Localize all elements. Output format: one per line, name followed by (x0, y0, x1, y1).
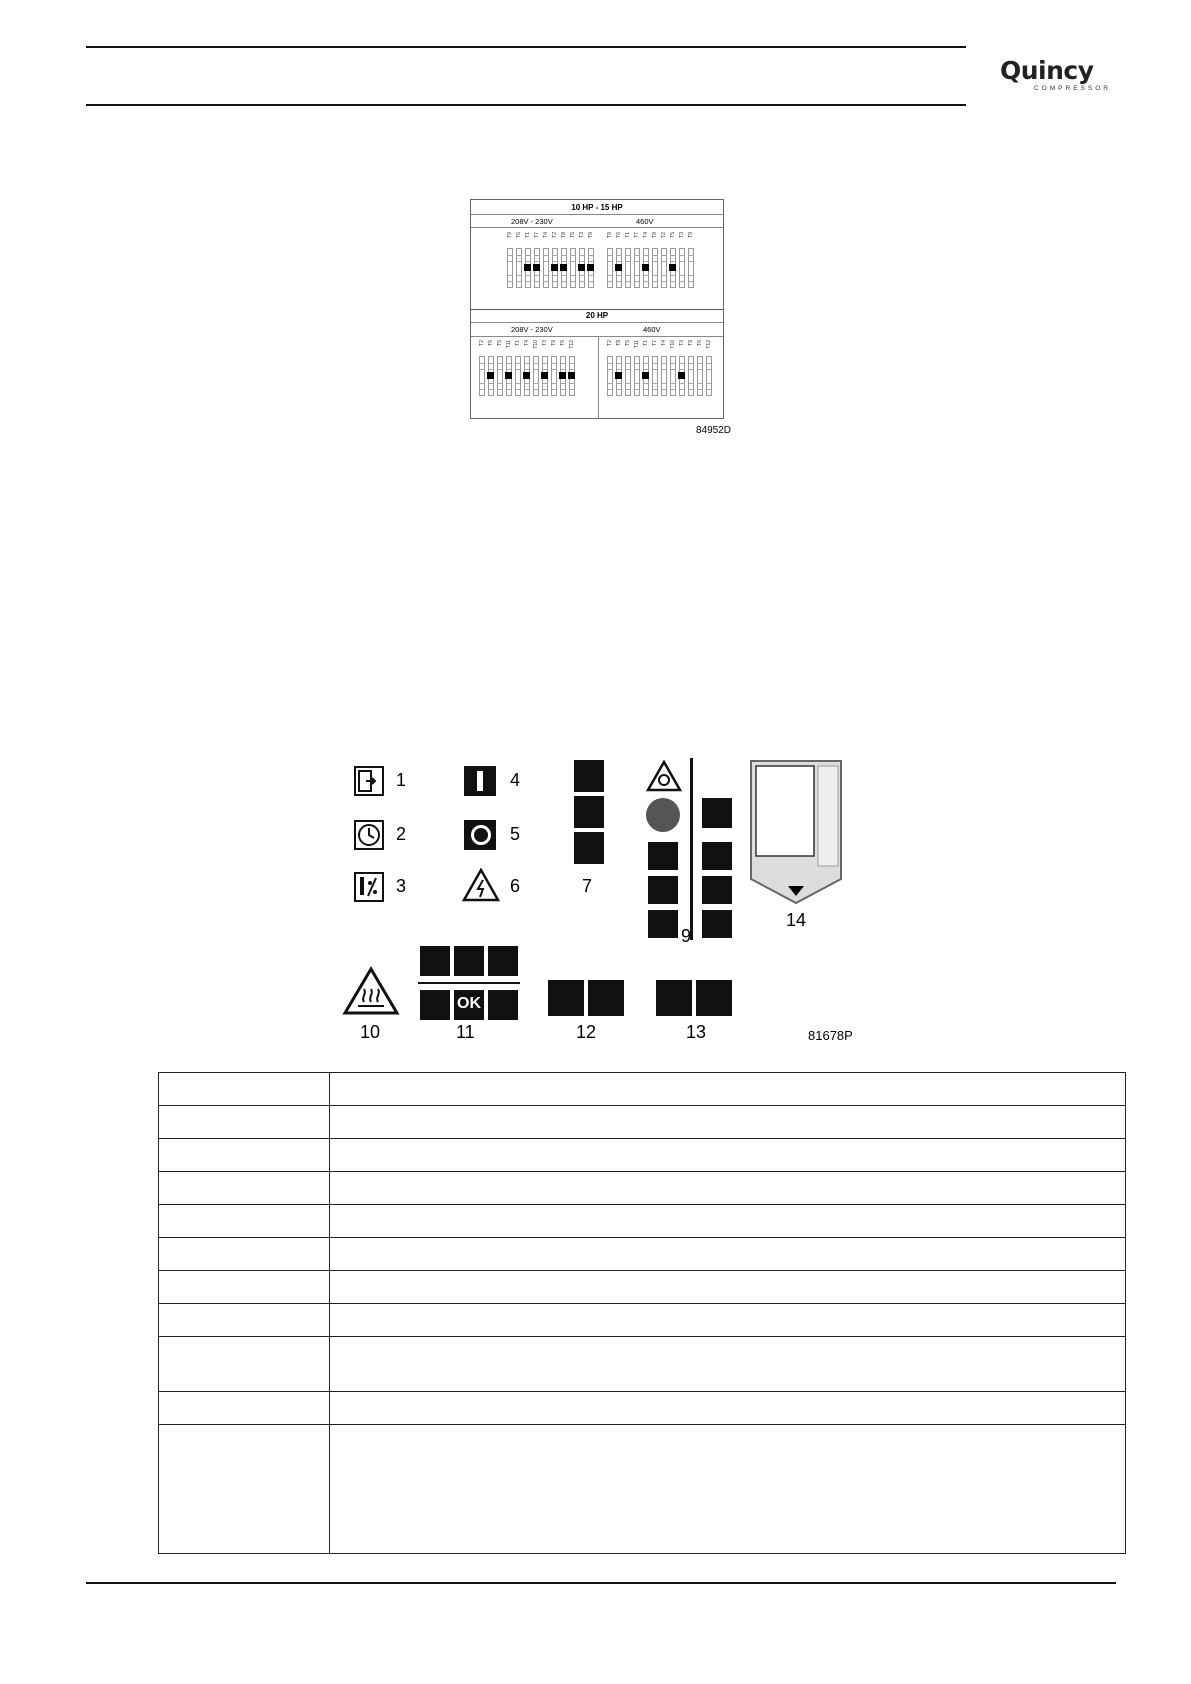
terminal-label: T5 (625, 340, 631, 346)
cabinet-icon (702, 876, 732, 904)
voltage-high-top: 460V (636, 217, 654, 226)
jumper-link (551, 264, 558, 271)
oil-fill-icon (574, 760, 604, 792)
symbol-number-2: 2 (396, 824, 407, 844)
jumper-link (642, 372, 649, 379)
terminal-block (516, 248, 522, 288)
terminal-label: T9 (607, 232, 613, 238)
terminal-block (670, 356, 676, 396)
terminal-block (661, 356, 667, 396)
hot-surface-icon (342, 966, 400, 1016)
terminal-label: T6 (516, 232, 522, 238)
terminal-label: T9 (507, 232, 513, 238)
auto-drain-icon (656, 980, 692, 1016)
terminal-label: T1 (643, 340, 649, 346)
container-icon (488, 990, 518, 1020)
jumper-link (560, 264, 567, 271)
terminal-label: T6 (560, 340, 566, 346)
terminal-label: T3 (579, 232, 585, 238)
table-row (159, 1073, 1126, 1106)
maintenance-hand-icon (702, 798, 732, 828)
power-on-icon (464, 766, 496, 796)
terminal-block (679, 248, 685, 288)
terminal-label: T4 (661, 340, 667, 346)
footer-rule (86, 1582, 1116, 1584)
lightning-icon (648, 842, 678, 870)
symbol-number-1: 1 (396, 770, 407, 790)
table-row (159, 1337, 1126, 1392)
voltage-low-bottom: 208V - 230V (511, 325, 553, 334)
table-row (159, 1106, 1126, 1139)
jumper-link (615, 372, 622, 379)
logo-word: Quincy (1000, 56, 1094, 85)
jumper-link (505, 372, 512, 379)
jumper-link (559, 372, 566, 379)
levels-icon (488, 946, 518, 976)
terminal-label: T10 (670, 340, 676, 349)
symbol-number-9: 9 (681, 926, 692, 946)
terminal-label: T3 (542, 340, 548, 346)
symbol-1-icon (354, 766, 384, 796)
symbol-number-13: 13 (686, 1022, 707, 1042)
no-lightning-icon (702, 842, 732, 870)
title-20hp: 20 HP (585, 311, 609, 320)
header-rule-top (86, 46, 966, 48)
terminal-block (543, 248, 549, 288)
symbol-11-divider (418, 982, 520, 984)
jumper-link (568, 372, 575, 379)
jumper-link (523, 372, 530, 379)
terminal-label: T7 (652, 340, 658, 346)
terminal-label: T1 (625, 232, 631, 238)
jumper-link (587, 264, 594, 271)
header-rule-bottom (86, 104, 966, 106)
terminal-wiring-diagram (470, 199, 724, 419)
table-row (159, 1205, 1126, 1238)
terminal-label: T8 (616, 340, 622, 346)
terminal-label: T11 (634, 340, 640, 349)
no-maintenance-running-icon (646, 798, 680, 832)
terminal-label: T9 (551, 340, 557, 346)
terminal-label: T6 (697, 340, 703, 346)
terminal-label: T9 (588, 232, 594, 238)
symbol-divider (690, 758, 693, 940)
terminal-label: T2 (607, 340, 613, 346)
terminal-label: T7 (534, 232, 540, 238)
symbol-number-4: 4 (510, 770, 521, 790)
wiring-figure-code: 84952D (696, 425, 732, 436)
symbol-legend-table (158, 1072, 1126, 1554)
terminal-block (688, 248, 694, 288)
terminal-block (697, 356, 703, 396)
rotating-parts-warning-icon (646, 760, 682, 792)
jumper-link (642, 264, 649, 271)
terminal-label: T1 (525, 232, 531, 238)
terminal-label: T9 (688, 232, 694, 238)
oil-check-icon (574, 796, 604, 828)
terminal-label: T8 (652, 232, 658, 238)
table-row (159, 1139, 1126, 1172)
terminal-label: T3 (679, 340, 685, 346)
terminal-label: T4 (643, 232, 649, 238)
symbol-number-14: 14 (786, 910, 807, 930)
door-open-icon (420, 946, 450, 976)
symbol-number-3: 3 (396, 876, 407, 896)
power-off-icon (464, 820, 496, 850)
filter-icon (454, 946, 484, 976)
table-row (159, 1172, 1126, 1205)
jumper-link (678, 372, 685, 379)
terminal-block (533, 356, 539, 396)
terminal-block (652, 248, 658, 288)
jumper-link (615, 264, 622, 271)
voltage-low-top: 208V - 230V (511, 217, 553, 226)
no-pressure-icon (702, 910, 732, 938)
service-decal-icon (748, 758, 844, 904)
jumper-link (533, 264, 540, 271)
terminal-label: T5 (670, 232, 676, 238)
jumper-link (524, 264, 531, 271)
symbol-number-6: 6 (510, 876, 521, 896)
terminal-label: T3 (679, 232, 685, 238)
terminal-label: T6 (488, 340, 494, 346)
no-cabinet-icon (648, 876, 678, 904)
symbols-figure-code: 81678P (808, 1028, 853, 1043)
terminal-label: T4 (543, 232, 549, 238)
jumper-link (669, 264, 676, 271)
terminal-block (652, 356, 658, 396)
terminal-label: T8 (561, 232, 567, 238)
jumper-link (487, 372, 494, 379)
terminal-label: T10 (533, 340, 539, 349)
drain-water-icon (588, 980, 624, 1016)
drain-water-2-icon (696, 980, 732, 1016)
terminal-block (497, 356, 503, 396)
terminal-label: T2 (552, 232, 558, 238)
symbol-number-11: 11 (456, 1022, 475, 1042)
pressure-icon (648, 910, 678, 938)
symbol-number-10: 10 (360, 1022, 381, 1042)
terminal-label: T5 (497, 340, 503, 346)
electrical-hazard-icon (462, 868, 500, 902)
terminal-label: T5 (570, 232, 576, 238)
terminal-block (607, 356, 613, 396)
quincy-logo (1000, 56, 1120, 96)
symbol-number-7: 7 (582, 876, 593, 896)
terminal-block (634, 356, 640, 396)
terminal-block (479, 356, 485, 396)
timer-icon (354, 820, 384, 850)
terminal-block (706, 356, 712, 396)
logo-subtitle: COMPRESSOR (1034, 85, 1111, 92)
terminal-block (607, 248, 613, 288)
terminal-label: T12 (706, 340, 712, 349)
table-row (159, 1304, 1126, 1337)
table-row (159, 1425, 1126, 1554)
terminal-block (661, 248, 667, 288)
title-10-15hp: 10 HP - 15 HP (571, 203, 623, 212)
table-row (159, 1238, 1126, 1271)
terminal-label: T9 (688, 340, 694, 346)
terminal-label: T6 (616, 232, 622, 238)
terminal-block (551, 356, 557, 396)
manual-drain-hand-icon (548, 980, 584, 1016)
table-row (159, 1392, 1126, 1425)
ok-label: OK (457, 995, 481, 1012)
terminal-block (625, 248, 631, 288)
terminal-block (515, 356, 521, 396)
terminal-label: T4 (524, 340, 530, 346)
table-row (159, 1271, 1126, 1304)
voltage-high-bottom: 460V (643, 325, 661, 334)
terminal-block (634, 248, 640, 288)
jumper-link (541, 372, 548, 379)
terminal-block (507, 248, 513, 288)
terminal-label: T2 (479, 340, 485, 346)
terminal-label: T7 (634, 232, 640, 238)
warning-symbols-figure (350, 758, 870, 1048)
terminal-label: T1 (515, 340, 521, 346)
terminal-block (570, 248, 576, 288)
jumper-link (578, 264, 585, 271)
door-close-icon (420, 990, 450, 1020)
ok-icon (454, 990, 484, 1020)
terminal-label: T11 (506, 340, 512, 349)
terminal-block (625, 356, 631, 396)
humidity-icon (354, 872, 384, 902)
symbol-number-5: 5 (510, 824, 521, 844)
terminal-label: T2 (661, 232, 667, 238)
oil-drain-icon (574, 832, 604, 864)
symbol-number-12: 12 (576, 1022, 597, 1042)
terminal-label: T12 (569, 340, 575, 349)
terminal-block (688, 356, 694, 396)
